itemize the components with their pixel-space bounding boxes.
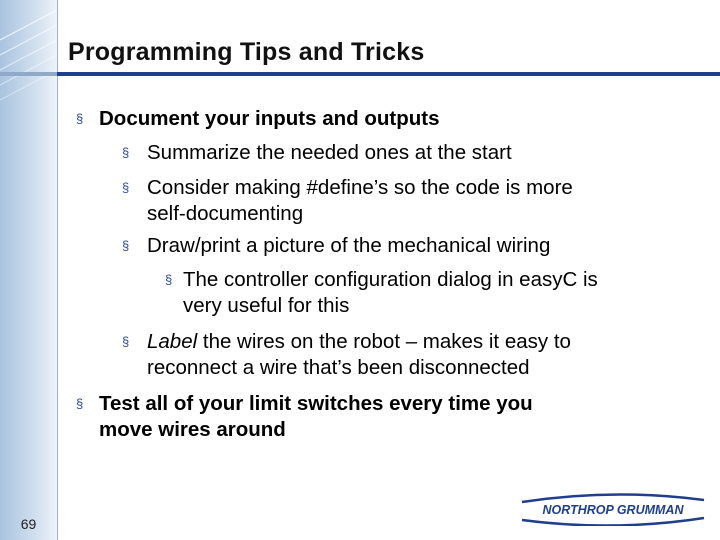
label-emphasis: Label [147, 330, 198, 353]
bullet-marker: § [122, 334, 130, 349]
bullet-summarize: Summarize the needed ones at the start [147, 141, 512, 164]
bullet-define-line1: Consider making #define’s so the code is more [147, 176, 573, 199]
bullet-label-wires-line2: reconnect a wire that’s been disconnected [147, 356, 530, 379]
bullet-easyc-line1: The controller configuration dialog in easyC is [183, 268, 598, 291]
bullet-marker: § [165, 272, 173, 287]
bullet-marker: § [76, 111, 84, 126]
bullet-draw-wiring: Draw/print a picture of the mechanical wiring [147, 234, 551, 257]
bullet-define-line2: self-documenting [147, 202, 304, 225]
bullet-test-switches-line2: move wires around [99, 418, 286, 441]
bullet-marker: § [76, 396, 84, 411]
slide-title: Programming Tips and Tricks [68, 38, 425, 66]
bullet-test-switches-line1: Test all of your limit switches every time you [99, 392, 533, 415]
bullet-marker: § [122, 180, 130, 195]
page-number: 69 [20, 516, 37, 532]
label-wires-rest: the wires on the robot – makes it easy to [197, 330, 571, 353]
bullet-document-io: Document your inputs and outputs [99, 107, 440, 130]
bullet-marker: § [122, 238, 130, 253]
logo-text: NORTHROP GRUMMAN [542, 503, 684, 517]
northrop-grumman-logo [518, 492, 708, 526]
bullet-label-wires-line1 [147, 330, 571, 354]
bullet-easyc-line2: very useful for this [183, 294, 350, 317]
bullet-marker: § [122, 145, 130, 160]
